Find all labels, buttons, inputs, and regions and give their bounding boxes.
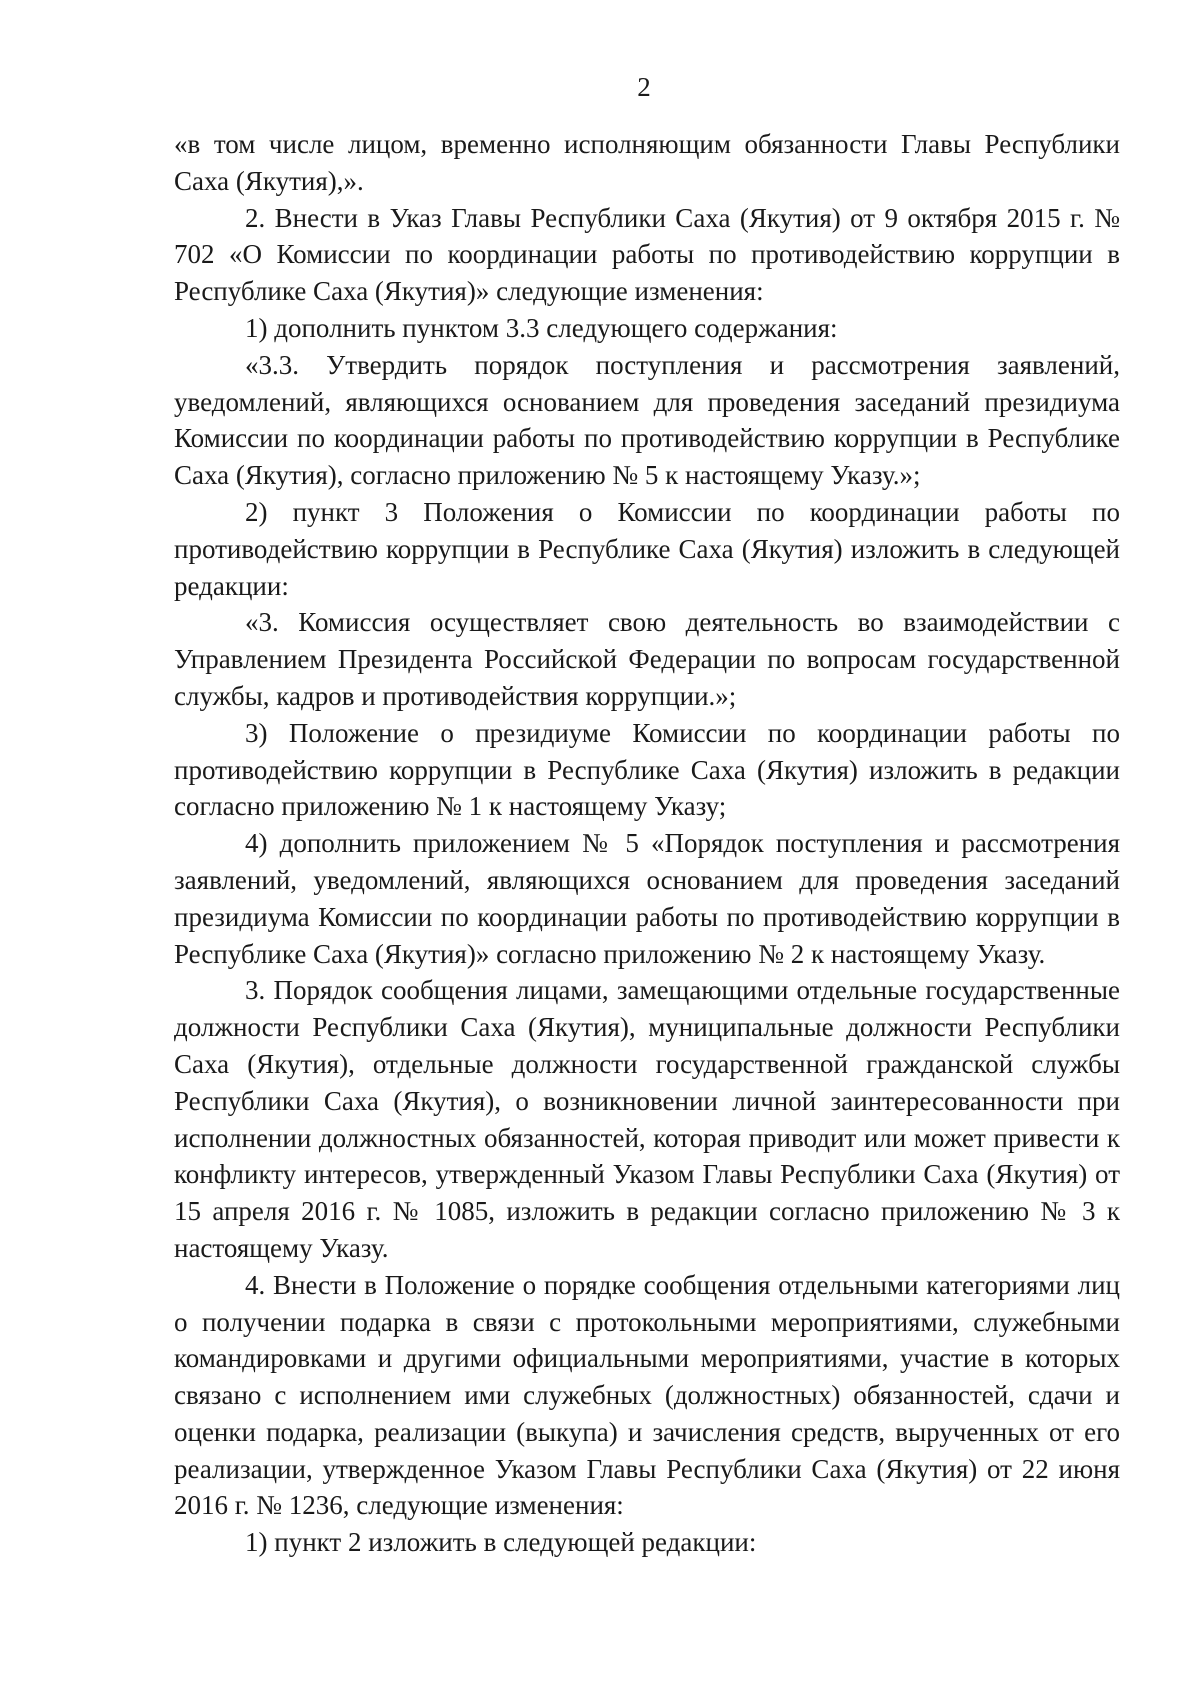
paragraph-item-3: 3. Порядок сообщения лицами, замещающими отдельные государственные должности Республики Саха (Якутия), муниципальные должности Республики Саха (Якутия), отдельные должности государственной гражданской службы Республики Саха (Якутия), о возникновении личной заинтересованности при исполнении должностных обязанностей, которая приводит или может привести к конфликту интересов, утвержденный Указом Главы Республики Саха (Якутия) от 15 апреля 2016 г. № 1085, изложить в редакции согласно приложению № 3 к настоящему Указу. [174, 975, 1120, 1263]
paragraph-item-4: 4. Внести в Положение о порядке сообщения отдельными категориями лиц о получении подарка в связи с протокольными мероприятиями, служебными командировками и другими официальными мероприятиями, участие в которых связано с исполнением ими служебных (должностных) обязанностей, сдачи и оценки подарка, реализации (выкупа) и зачисления средств, вырученных от его реализации, утвержденное Указом Главы Республики Саха (Якутия) от 22 июня 2016 г. № 1236, следующие изменения: [174, 1269, 1120, 1521]
paragraph-continuation: «в том числе лицом, временно исполняющим обязанности Главы Республики Саха (Якутия),». [174, 129, 1120, 196]
paragraph-quote-3-3: «3.3. Утвердить порядок поступления и рассмотрения заявлений, уведомлений, являющихся основанием для проведения заседаний президиума Комиссии по координации работы по противодействию коррупции в Республике Саха (Якутия), согласно приложению № 5 к настоящему Указу.»; [174, 349, 1120, 491]
paragraph-subitem-2-4: 4) дополнить приложением № 5 «Порядок поступления и рассмотрения заявлений, уведомлений, являющихся основанием для проведения заседаний президиума Комиссии по координации работы по противодействию коррупции в Республике Саха (Якутия)» согласно приложению № 2 к настоящему Указу. [174, 828, 1120, 969]
page-number: 2 [637, 72, 651, 102]
paragraph-item-2: 2. Внести в Указ Главы Республики Саха (Якутия) от 9 октября 2015 г. № 702 «О Комиссии по координации работы по противодействию коррупции в Республике Саха (Якутия)» следующие изменения: [174, 202, 1120, 307]
paragraph-subitem-2-2: 2) пункт 3 Положения о Комиссии по координации работы по противодействию коррупции в Республике Саха (Якутия) изложить в следующей редакции: [174, 496, 1120, 601]
paragraph-quote-3: «3. Комиссия осуществляет свою деятельность во взаимодействии с Управлением Президента Российской Федерации по вопросам государственной службы, кадров и противодействия коррупции.»; [174, 607, 1120, 711]
paragraph-subitem-2-1: 1) дополнить пунктом 3.3 следующего содержания: [245, 312, 838, 343]
paragraph-subitem-4-1: 1) пункт 2 изложить в следующей редакции: [245, 1527, 757, 1558]
document-body [174, 126, 1120, 1561]
paragraph-subitem-2-3: 3) Положение о президиуме Комиссии по координации работы по противодействию коррупции в Республике Саха (Якутия) изложить в редакции согласно приложению № 1 к настоящему Указу; [174, 717, 1120, 822]
